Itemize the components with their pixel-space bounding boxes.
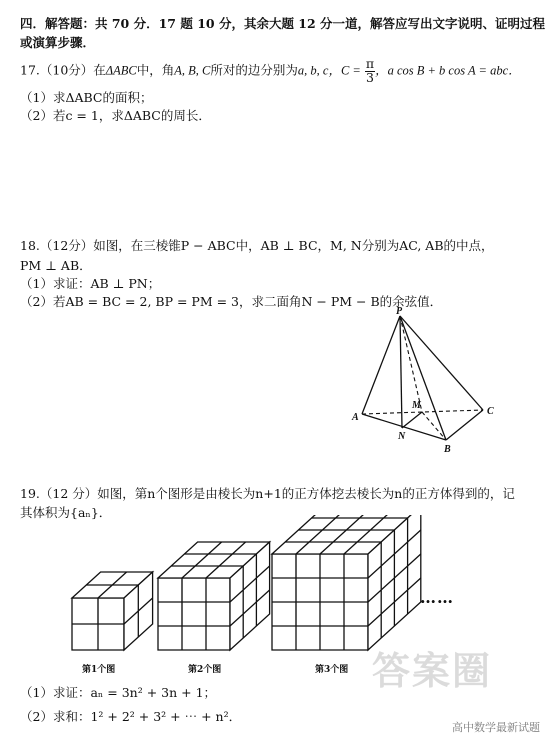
edge-PC <box>400 316 483 410</box>
caption-figure-1: 第1个图 <box>82 665 116 675</box>
edge-PA <box>362 316 400 414</box>
edge-PB <box>400 316 446 440</box>
edge-BC <box>446 410 483 440</box>
q17-c-eq: ，C = <box>328 63 361 78</box>
q17-condition: ，a cos B + b cos A = abc． <box>375 63 521 78</box>
q17-frac-den: 3 <box>365 69 374 85</box>
q18-line2: PM ⊥ AB． <box>20 258 92 273</box>
label-A: A <box>352 412 359 423</box>
q19-line1: 19.（12 分）如图，第n个图形是由棱长为n+1的正方体挖去棱长为n的正方体得到的，记 <box>20 486 515 501</box>
q17-prefix: 17.（10分）在 <box>20 62 106 78</box>
q19-part2: （2）求和：1² + 2² + 3² + ⋯ + n²． <box>20 709 242 724</box>
section-header-line1: 四．解答题：共 70 分．17 题 10 分，其余大题 12 分一道，解答应写出文字说明、证明过程 <box>20 16 546 31</box>
edge-PM-dashed <box>400 316 422 412</box>
q17-text-c: 所对的边分别为 <box>210 62 298 78</box>
watermark-logo: 答案圈 <box>372 649 493 693</box>
q18-part2: （2）若AB = BC = 2, BP = PM = 3，求二面角N − PM − B的余弦值． <box>20 294 443 309</box>
q19-line2: 其体积为{aₙ}． <box>20 505 112 520</box>
tetrahedron-figure <box>340 306 510 456</box>
ellipsis: …… <box>420 588 454 607</box>
q17-part1: （1）求ΔABC的面积； <box>20 90 153 105</box>
label-M: M <box>412 400 421 411</box>
label-P: P <box>396 306 403 317</box>
caption-figure-2: 第2个图 <box>188 665 222 675</box>
label-B: B <box>444 444 451 455</box>
cube-2-front-face <box>158 578 230 650</box>
q18-line1: 18.（12分）如图，在三棱锥P − ABC中，AB ⊥ BC，M, N分别为AC, AB的中点， <box>20 238 494 253</box>
section-header-line2: 或演算步骤． <box>20 35 96 50</box>
edge-NM <box>402 412 422 428</box>
watermark-text: 高中数学最新试题 <box>452 721 540 734</box>
q17-stem <box>20 58 521 84</box>
label-N: N <box>398 431 406 442</box>
edge-PN <box>400 316 402 428</box>
label-C: C <box>487 406 494 417</box>
q17-part2: （2）若c = 1，求ΔABC的周长． <box>20 108 211 123</box>
caption-figure-3: 第3个图 <box>315 665 349 675</box>
q18-part1: （1）求证：AB ⊥ PN； <box>20 276 161 291</box>
q19-part1: （1）求证：aₙ = 3n² + 3n + 1； <box>20 685 217 700</box>
q17-text-b: 中，角 <box>136 62 175 78</box>
q17-sides: a, b, c <box>297 63 329 78</box>
cube-figures <box>0 515 546 660</box>
q17-angles: A, B, C <box>174 63 211 78</box>
q17-triangle: ΔABC <box>105 63 137 78</box>
q17-frac-num: π <box>365 56 375 71</box>
q17-fraction <box>365 58 375 84</box>
